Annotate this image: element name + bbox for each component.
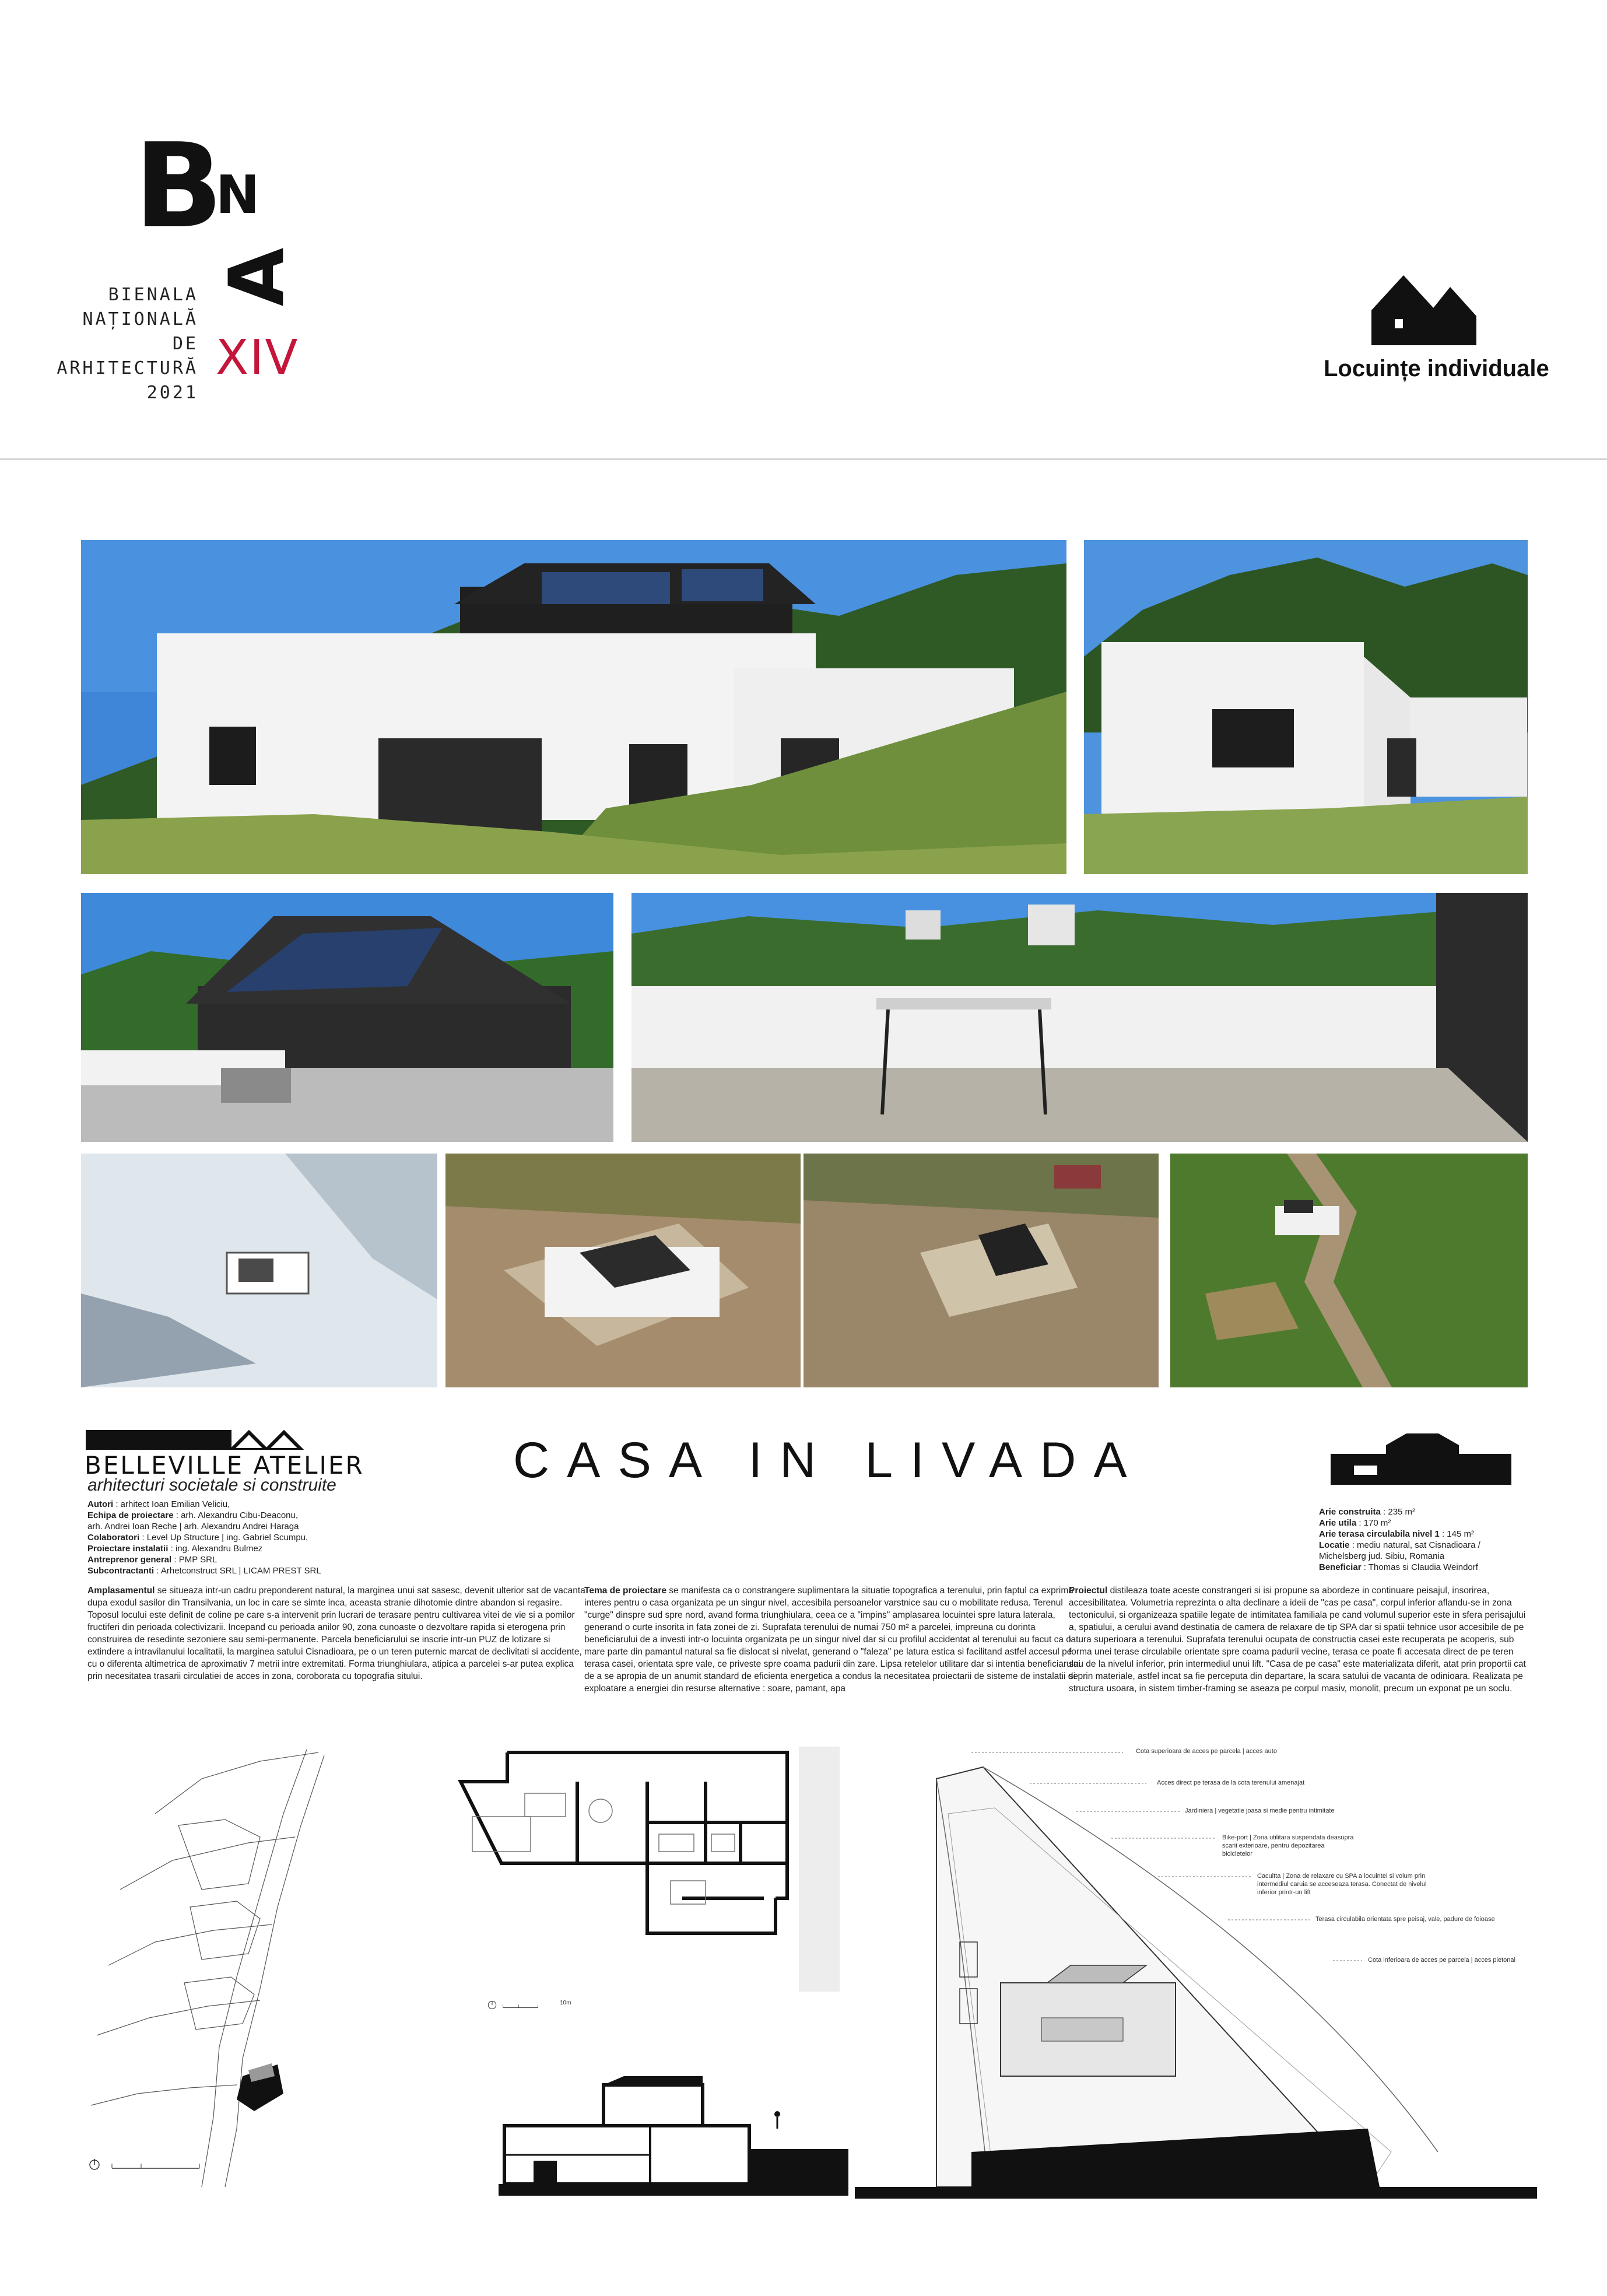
credit-label: Proiectare instalatii: [87, 1544, 169, 1554]
credit-value: : Arhetconstruct SRL | LICAM PREST SRL: [156, 1566, 321, 1576]
credit-label: Subcontractanti: [87, 1566, 155, 1576]
edition-number: XIV: [216, 330, 299, 385]
credit-label: Antreprenor general: [87, 1555, 172, 1565]
photo-terrace-deck: [631, 893, 1528, 1142]
bna-line-3: DE: [172, 334, 198, 354]
photo-house-side: [1084, 540, 1528, 874]
project-title: CASA IN LIVADA: [513, 1432, 1145, 1488]
header-divider: [0, 458, 1607, 460]
annotation-terrace-access: Acces direct pe terasa de la cota terenului amenajat: [1157, 1779, 1305, 1786]
stat-row: [1319, 1506, 1529, 1517]
stat-label: Locatie: [1319, 1540, 1350, 1550]
credit-value: : PMP SRL: [174, 1555, 217, 1565]
plan-scale-bar: [487, 1997, 592, 2013]
credit-row: [87, 1543, 542, 1554]
annotation-spa-volume: Cacuitta | Zona de relaxare cu SPA a locuintei si volum prin intermediul caruia se acceseaza terasa. Conectat de nivelul inferior printr-un lift: [1257, 1873, 1427, 1896]
bna-text-block: [57, 283, 198, 405]
credit-label: Colaboratori: [87, 1533, 140, 1543]
category-label: Locuințe individuale: [1324, 356, 1549, 381]
stat-label: Beneficiar: [1319, 1562, 1362, 1572]
stat-value: : 235 m²: [1383, 1507, 1416, 1517]
credit-row: [87, 1521, 542, 1532]
stat-row: [1319, 1517, 1529, 1529]
stat-value: : Thomas si Claudia Weindorf: [1363, 1562, 1478, 1572]
credits-list: [87, 1499, 542, 1576]
credit-row: [87, 1510, 542, 1521]
stat-row: [1319, 1562, 1529, 1573]
houses-icon: [1371, 269, 1476, 345]
bna-letter-n: N: [216, 164, 260, 226]
credit-label: Autori: [87, 1499, 114, 1509]
stat-row: [1319, 1529, 1529, 1540]
text-lead: Proiectul: [1069, 1586, 1108, 1596]
photo-aerial-snow: [81, 1154, 437, 1387]
firm-logo-mark: [86, 1430, 307, 1450]
photo-aerial-construction-1: [445, 1154, 801, 1387]
annotation-walkable-terrace: Terasa circulabila orientata spre peisaj, vale, padure de foioase: [1315, 1916, 1495, 1923]
firm-name: BELLEVILLE ATELIER: [85, 1451, 364, 1480]
photo-roof-terrace-pv: [81, 893, 613, 1142]
bna-letter-a: A: [212, 247, 301, 307]
annotation-planter: Jardiniera | vegetatie joasa si medie pentru intimitate: [1185, 1807, 1335, 1814]
text-column-brief: [584, 1585, 1086, 1695]
credit-row: [87, 1554, 542, 1565]
credit-value: : arh. Alexandru Cibu-Deaconu,: [176, 1510, 299, 1520]
credit-value: : Level Up Structure | ing. Gabriel Scumpu,: [142, 1533, 308, 1543]
text-body: se manifesta ca o constrangere suplimentara la situatie topografica a terenului, prin faptul ca exprima interes pentru o casa organizata pe un singur nivel, accesibila persoanelor varstnice sau cu o mobilitate redusa. Terenul "curge" dinspre sud spre nord, avand forma triunghiulara, ceea ce a "impins" amplasarea locuintei spre latura laterala, generand o curte insorita in fata zonei de zi. Suprafata terenului de numai 750 m² a parcelei, impreuna cu dorinta beneficiarului de a investi intr-o locuinta organizata pe un singur nivel dar si cu profilul accidentat al terenului au facut ca o mare parte din pamantul natural sa fie dislocat si nivelat, generand o "faleza" pe latura estica si facilitand astfel accesul pe terasa casei, orientata spre vale, ce priveste spre coama padurii din zare. Lipsa retelelor utilitare dar si intentia beneficiarului de a se apropia de un anumit standard de eficienta energetica a condus la necesitatea proiectarii de sisteme de instalatii de exploatare a energiei din resurse alternative : soare, pamant, apa: [584, 1586, 1081, 1694]
stat-value: : 170 m²: [1359, 1518, 1391, 1528]
credit-value: arh. Andrei Ioan Reche | arh. Alexandru Andrei Haraga: [87, 1522, 299, 1531]
credit-label: Echipa de proiectare: [87, 1510, 174, 1520]
credit-row: [87, 1532, 542, 1543]
section-drawing: [499, 2073, 848, 2196]
floor-plan-drawing: [402, 1747, 840, 1992]
photo-aerial-construction-2: [804, 1154, 1159, 1387]
photo-aerial-landscape: [1170, 1154, 1528, 1387]
site-scale-bar: [89, 2158, 211, 2172]
bna-line-4: ARHITECTURĂ: [57, 358, 198, 378]
annotation-bike-port: Bike-port | Zona utilitara suspendata deasupra scarii exterioare, pentru depozitarea bicicletelor: [1222, 1834, 1354, 1857]
firm-tagline: arhitecturi societale si construite: [87, 1475, 336, 1495]
photo-house-main: [81, 540, 1066, 874]
text-column-site: [87, 1585, 589, 1682]
annotation-upper-access: Cota superioara de acces pe parcela | acces auto: [1136, 1748, 1277, 1755]
plan-scale-label: 10m: [560, 2000, 571, 2006]
site-plan-drawing: [85, 1744, 394, 2187]
bna-line-2: NAȚIONALĂ: [82, 309, 198, 329]
stat-label: Arie construita: [1319, 1507, 1381, 1517]
credit-row: [87, 1499, 542, 1510]
text-body: distileaza toate aceste constrangeri si isi propune sa abordeze in continuare peisajul, insorirea, accesibilitatea. Volumetria reprezinta o alta declinare a ideii de "cas pe casa", corpul inferior aflandu-se in zona tectonicului, si organizeaza spatiile legate de intimitatea familiala pe cand volumul superior este in sfera perisajului a, spatiului, a cerului avand destinatia de camera de relaxare de tip SPA dar si spatii tehnice usor accesibile de pe latura superioara a terenului. Suprafata terenului ocupata de constructia casei este recuperata pe acoperis, sub forma unei terase circulabile orientate spre coama padurii vecine, terasa ce poate fi accesata direct de pe teren sau de la nivelul inferior, prin intermediul unui lift. "Casa de pe casa" este materializata diferit, atat prin proportii cat si prin materiale, astfel incat sa fie perceputa din departare, la scara satului de vacanta de odinioara. Realizata pe structura usoara, in sistem timber-framing se aseaza pe corpul masiv, monolit, precum un exponat pe un soclu.: [1069, 1586, 1526, 1694]
stat-label: Arie terasa circulabila nivel 1: [1319, 1529, 1440, 1539]
axonometric-drawing: [855, 1744, 1537, 2199]
credit-value: : ing. Alexandru Bulmez: [170, 1544, 263, 1554]
text-body: se situeaza intr-un cadru preponderent natural, la marginea unui sat sasesc, devenit ulterior sat de vacanta dupa exodul sasilor din Transilvania, un loc in care se simte inca, aceasta stranie dihotomie dintre abandon si regasire. Toposul locului este definit de coline pe care s-a intervenit prin lucrari de terasare pentru cultivarea vitei de vie si a pomilor fructiferi din perioada colectivizarii. Incepand cu perioada anilor 90, zona cunoaste o dezvoltare rapida si eterogena prin construirea de resedinte sezoniere sau semi-permanente. Parcela beneficiarului se inscrie intr-un PUZ de lotizare si extindere a intravilanului localitatii, la marginea satului Cisnadioara, pe o un teren puternic marcat de declivitati si accidente, cu o diferenta altimetrica de aproximativ 7 metrii intre extremitati. Forma triunghiulara, atipica a parcelei s-ar putea explica prin necesitatea trasarii circulatiei de acces in zona, coroborata cu topografia sitului.: [87, 1586, 585, 1681]
stat-label: Arie utila: [1319, 1518, 1357, 1528]
text-column-project: [1069, 1585, 1529, 1695]
text-lead: Amplasamentul: [87, 1586, 155, 1596]
stat-row: [1319, 1540, 1529, 1562]
bna-letter-b: B: [134, 118, 223, 254]
stats-list: [1319, 1506, 1529, 1573]
stat-value: : 145 m²: [1441, 1529, 1474, 1539]
annotation-lower-access: Cota inferioara de acces pe parcela | acces pietonal: [1368, 1957, 1515, 1964]
bna-line-5: 2021: [146, 383, 198, 403]
credit-row: [87, 1565, 542, 1576]
bna-line-1: BIENALA: [108, 285, 198, 305]
house-section-icon: [1331, 1433, 1511, 1485]
credit-value: : arhitect Ioan Emilian Veliciu,: [115, 1499, 230, 1509]
text-lead: Tema de proiectare: [584, 1586, 666, 1596]
stat-value: : mediu natural, sat Cisnadioara / Michelsberg jud. Sibiu, Romania: [1319, 1540, 1480, 1561]
